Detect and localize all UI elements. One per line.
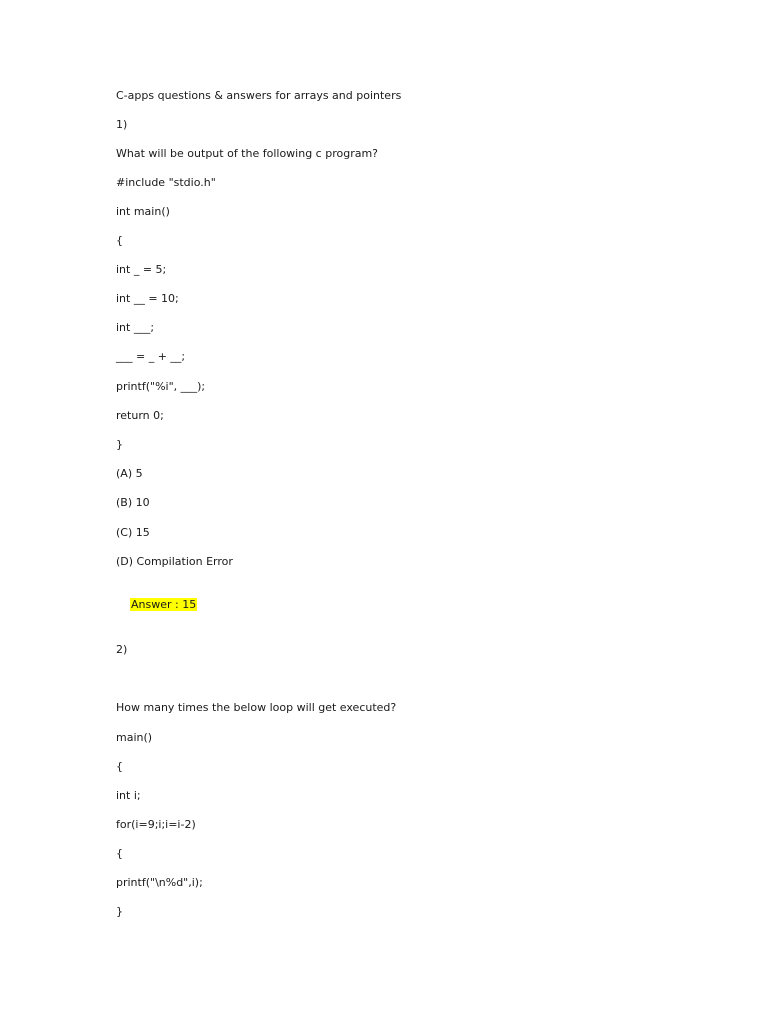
code-line: #include "stdio.h" (116, 176, 216, 189)
code-line: main() (116, 731, 153, 744)
code-line: for(i=9;i;i=i-2) (116, 818, 196, 831)
answer-option-c: (C) 15 (116, 526, 150, 539)
code-line: ___ = _ + __; (116, 350, 186, 363)
question-1-text: What will be output of the following c program? (116, 147, 379, 160)
code-line: int main() (116, 205, 170, 218)
code-line: int _ = 5; (116, 263, 167, 276)
answer-option-a: (A) 5 (116, 467, 143, 480)
answer-option-d: (D) Compilation Error (116, 555, 233, 568)
question-2-number: 2) (116, 643, 128, 656)
code-line: int i; (116, 789, 141, 802)
question-1-number: 1) (116, 118, 128, 131)
code-line: return 0; (116, 409, 164, 422)
answer-line (116, 584, 197, 626)
answer-option-b: (B) 10 (116, 496, 150, 509)
code-line: } (116, 438, 123, 451)
code-line: } (116, 905, 123, 918)
code-line: { (116, 847, 123, 860)
code-line: printf("\n%d",i); (116, 876, 203, 889)
code-line: printf("%i", ___); (116, 380, 206, 393)
answer-highlight: Answer : 15 (131, 598, 197, 611)
question-2-text: How many times the below loop will get executed? (116, 701, 397, 714)
document-title: C-apps questions & answers for arrays and pointers (116, 89, 402, 102)
code-line: int ___; (116, 321, 155, 334)
code-line: int __ = 10; (116, 292, 179, 305)
code-line: { (116, 234, 123, 247)
code-line: { (116, 760, 123, 773)
